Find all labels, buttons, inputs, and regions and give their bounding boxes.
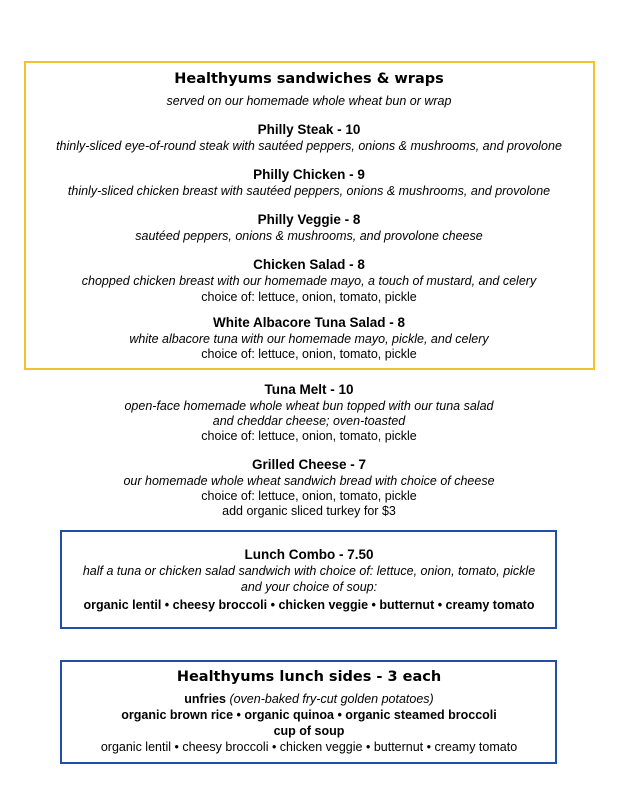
sides-title: Healthyums lunch sides - 3 each <box>176 669 442 685</box>
sandwiches-title: Healthyums sandwiches & wraps <box>174 71 444 87</box>
item-choice: choice of: lettuce, onion, tomato, pickle <box>201 290 417 304</box>
item-desc: white albacore tuna with our homemade mayo, pickle, and celery <box>129 332 489 346</box>
item-desc: thinly-sliced eye-of-round steak with sautéed peppers, onions & mushrooms, and provolone <box>56 139 562 153</box>
item-desc: our homemade whole wheat sandwich bread with choice of cheese <box>123 474 495 488</box>
sides-unfries <box>0 692 618 706</box>
combo-soups: organic lentil • cheesy broccoli • chicken veggie • butternut • creamy tomato <box>83 598 535 612</box>
combo-desc: and your choice of soup: <box>240 580 378 594</box>
item-name: White Albacore Tuna Salad - 8 <box>212 315 406 330</box>
item-name: Grilled Cheese - 7 <box>251 457 367 472</box>
item-name: Tuna Melt - 10 <box>264 382 354 397</box>
item-choice: choice of: lettuce, onion, tomato, pickle <box>201 347 417 361</box>
sides-soups: organic lentil • cheesy broccoli • chicken veggie • butternut • creamy tomato <box>100 740 518 754</box>
sandwiches-subtitle: served on our homemade whole wheat bun or wrap <box>166 94 452 108</box>
combo-title: Lunch Combo - 7.50 <box>244 547 374 562</box>
item-name: Philly Chicken - 9 <box>253 167 365 182</box>
item-extra: add organic sliced turkey for $3 <box>222 504 396 518</box>
item-name: Philly Steak - 10 <box>257 122 361 137</box>
item-desc: chopped chicken breast with our homemade mayo, a touch of mustard, and celery <box>81 274 537 288</box>
item-choice: choice of: lettuce, onion, tomato, pickle <box>201 489 417 503</box>
item-desc: thinly-sliced chicken breast with sautéed peppers, onions & mushrooms, and provolone <box>67 184 551 198</box>
item-desc: and cheddar cheese; oven-toasted <box>212 414 406 428</box>
combo-desc: half a tuna or chicken salad sandwich with choice of: lettuce, onion, tomato, pickle <box>82 564 536 578</box>
sides-soup-label: cup of soup <box>273 724 345 738</box>
item-desc: sautéed peppers, onions & mushrooms, and provolone cheese <box>135 229 483 243</box>
sides-grains: organic brown rice • organic quinoa • organic steamed broccoli <box>121 708 497 722</box>
item-desc: open-face homemade whole wheat bun topped with our tuna salad <box>124 399 494 413</box>
unfries-label: unfries <box>184 692 226 706</box>
item-choice: choice of: lettuce, onion, tomato, pickle <box>201 429 417 443</box>
item-name: Philly Veggie - 8 <box>257 212 361 227</box>
item-name: Chicken Salad - 8 <box>253 257 365 272</box>
unfries-desc: (oven-baked fry-cut golden potatoes) <box>229 692 434 706</box>
